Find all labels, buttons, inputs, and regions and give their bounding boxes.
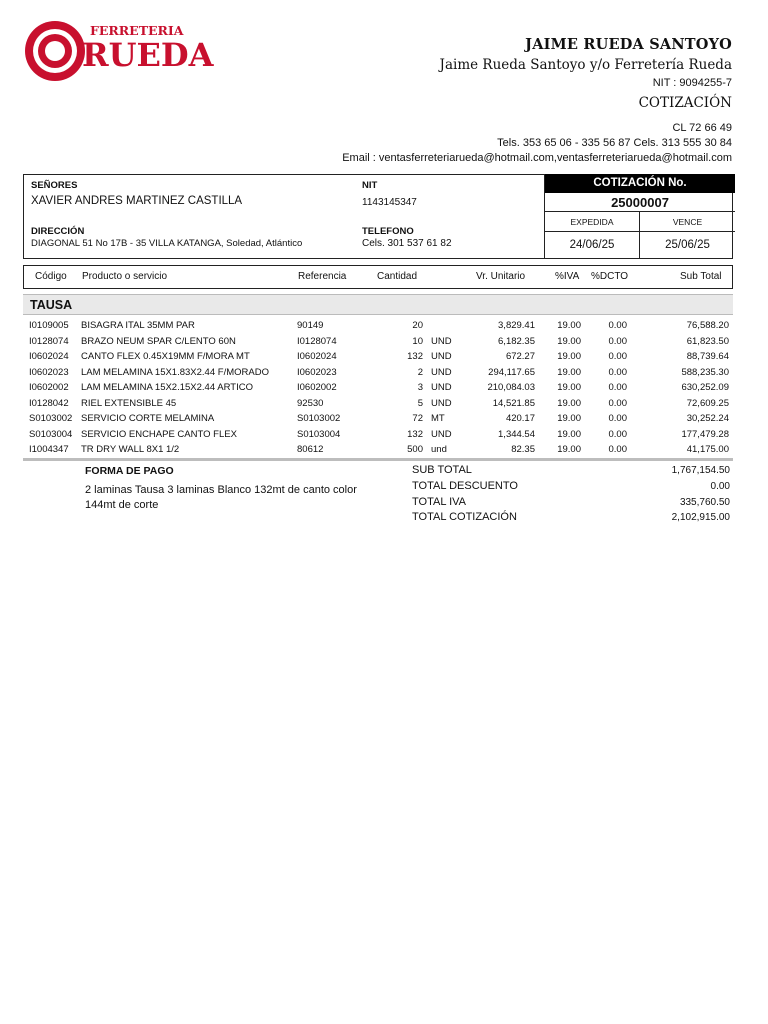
col-product: Producto o servicio (82, 271, 168, 282)
client-info-box (23, 174, 733, 259)
col-dcto: %DCTO (591, 271, 629, 282)
quote-total-label: TOTAL COTIZACIÓN (412, 511, 517, 523)
row-iva: 19.00 (557, 413, 581, 424)
row-iva: 19.00 (557, 320, 581, 331)
vence-date: 25/06/25 (665, 239, 710, 251)
row-subtotal: 630,252.09 (681, 382, 729, 393)
row-unit: UND (431, 335, 452, 347)
telefono-label: TELEFONO (362, 226, 414, 237)
row-ref: I0602023 (297, 366, 337, 378)
row-code: I0128074 (29, 335, 69, 347)
table-row (23, 380, 733, 396)
company-phones: Tels. 353 65 06 - 335 56 87 Cels. 313 555 30 84 (497, 137, 732, 149)
subtotal-value: 1,767,154.50 (671, 465, 730, 476)
discount-label: TOTAL DESCUENTO (412, 480, 518, 492)
row-code: I0602002 (29, 382, 69, 393)
document-type: COTIZACIÓN (638, 95, 732, 111)
row-product: BRAZO NEUM SPAR C/LENTO 60N (81, 335, 236, 347)
subtotal-label: SUB TOTAL (412, 464, 472, 476)
row-price: 6,182.35 (498, 335, 535, 347)
row-unit: UND (431, 351, 452, 362)
table-divider (23, 458, 733, 461)
table-row (23, 427, 733, 443)
row-unit: UND (431, 366, 452, 378)
col-ref: Referencia (298, 271, 347, 282)
row-subtotal: 61,823.50 (686, 335, 729, 347)
row-subtotal: 588,235.30 (681, 366, 729, 378)
company-nit: NIT : 9094255-7 (652, 77, 732, 89)
company-logo (22, 18, 222, 84)
company-subtitle: Jaime Rueda Santoyo y/o Ferretería Rueda (439, 57, 732, 73)
row-price: 3,829.41 (498, 320, 535, 331)
row-dcto: 0.00 (608, 382, 627, 393)
row-product: BISAGRA ITAL 35MM PAR (81, 320, 195, 331)
row-ref: 92530 (297, 397, 324, 409)
row-unit: UND (431, 397, 452, 409)
row-subtotal: 177,479.28 (681, 428, 729, 440)
row-unit: UND (431, 382, 452, 393)
row-ref: S0103002 (297, 413, 341, 424)
row-qty: 72 (412, 413, 423, 424)
row-subtotal: 30,252.24 (686, 413, 729, 424)
row-qty: 10 (412, 335, 423, 347)
vence-cell (640, 212, 735, 259)
client-nit-label: NIT (362, 180, 378, 191)
row-price: 294,117.65 (488, 366, 535, 378)
row-unit: UND (431, 428, 452, 440)
company-address: CL 72 66 49 (672, 122, 732, 134)
row-price: 420.17 (505, 413, 535, 424)
row-product: RIEL EXTENSIBLE 45 (81, 397, 177, 409)
row-dcto: 0.00 (608, 413, 627, 424)
col-iva: %IVA (555, 271, 580, 282)
group-name: TAUSA (30, 298, 73, 312)
row-ref: I0602024 (297, 351, 337, 362)
row-iva: 19.00 (557, 428, 581, 440)
logo-main-text: RUEDA (82, 36, 214, 74)
row-qty: 500 (407, 444, 423, 455)
product-group (23, 294, 733, 315)
row-iva: 19.00 (557, 382, 581, 393)
row-product: SERVICIO ENCHAPE CANTO FLEX (81, 428, 237, 440)
client-name: XAVIER ANDRES MARTINEZ CASTILLA (31, 195, 243, 207)
table-row (23, 365, 733, 381)
expedida-label: EXPEDIDA (545, 212, 639, 232)
row-price: 82.35 (511, 444, 535, 455)
expedida-cell (545, 212, 640, 259)
row-dcto: 0.00 (608, 366, 627, 378)
iva-total-value: 335,760.50 (679, 497, 730, 508)
table-row (23, 411, 733, 427)
row-dcto: 0.00 (608, 351, 627, 362)
row-product: LAM MELAMINA 15X2.15X2.44 ARTICO (81, 382, 253, 393)
payment-label: FORMA DE PAGO (85, 465, 174, 477)
row-iva: 19.00 (557, 397, 581, 409)
row-product: SERVICIO CORTE MELAMINA (81, 413, 215, 424)
row-code: I1004347 (29, 444, 69, 455)
row-subtotal: 88,739.64 (686, 351, 729, 362)
col-subtotal: Sub Total (680, 271, 722, 282)
row-code: S0103004 (29, 428, 73, 440)
row-code: I0602024 (29, 351, 69, 362)
row-price: 1,344.54 (498, 428, 535, 440)
row-code: I0128042 (29, 397, 69, 409)
table-row (23, 318, 733, 334)
row-code: I0602023 (29, 366, 69, 378)
senores-label: SEÑORES (31, 180, 78, 191)
company-name: JAIME RUEDA SANTOYO (525, 36, 732, 53)
col-price: Vr. Unitario (476, 271, 526, 282)
row-ref: I0602002 (297, 382, 337, 393)
quote-number: 25000007 (545, 193, 735, 212)
row-dcto: 0.00 (608, 444, 627, 455)
col-code: Código (35, 271, 67, 282)
row-qty: 132 (407, 428, 423, 440)
row-code: I0109005 (29, 320, 69, 331)
table-body (23, 318, 733, 458)
row-ref: 90149 (297, 320, 324, 331)
row-qty: 20 (412, 320, 423, 331)
iva-total-label: TOTAL IVA (412, 496, 466, 508)
row-dcto: 0.00 (608, 335, 627, 347)
row-unit: MT (431, 413, 445, 424)
row-product: CANTO FLEX 0.45X19MM F/MORA MT (81, 351, 250, 362)
row-qty: 5 (417, 397, 423, 409)
discount-value: 0.00 (710, 481, 730, 492)
row-iva: 19.00 (557, 366, 581, 378)
row-product: TR DRY WALL 8X1 1/2 (81, 444, 180, 455)
row-dcto: 0.00 (608, 320, 627, 331)
table-row (23, 349, 733, 365)
row-qty: 3 (417, 382, 423, 393)
row-qty: 132 (407, 351, 423, 362)
row-subtotal: 76,588.20 (686, 320, 729, 331)
row-price: 672.27 (505, 351, 535, 362)
row-iva: 19.00 (557, 335, 581, 347)
quote-title: COTIZACIÓN No. (545, 174, 735, 193)
row-iva: 19.00 (557, 351, 581, 362)
row-price: 14,521.85 (492, 397, 535, 409)
vence-label: VENCE (640, 212, 735, 232)
row-unit: und (431, 444, 447, 455)
row-subtotal: 72,609.25 (686, 397, 729, 409)
row-product: LAM MELAMINA 15X1.83X2.44 F/MORADO (81, 366, 269, 378)
row-iva: 19.00 (557, 444, 581, 455)
client-address: DIAGONAL 51 No 17B - 35 VILLA KATANGA, Soledad, Atlántico (31, 238, 303, 249)
table-header (23, 265, 733, 289)
quote-panel (544, 174, 734, 259)
direccion-label: DIRECCIÓN (31, 226, 85, 237)
table-row (23, 334, 733, 350)
row-ref: S0103004 (297, 428, 341, 440)
table-row (23, 396, 733, 412)
col-qty: Cantidad (377, 271, 418, 282)
row-qty: 2 (417, 366, 423, 378)
row-price: 210,084.03 (487, 382, 535, 393)
quote-total-value: 2,102,915.00 (671, 512, 730, 523)
logo-top-text: FERRETERIA (90, 23, 184, 38)
row-dcto: 0.00 (608, 428, 627, 440)
table-row (23, 442, 733, 458)
row-dcto: 0.00 (608, 397, 627, 409)
row-subtotal: 41,175.00 (686, 444, 729, 455)
company-email: Email : ventasferreteriarueda@hotmail.com,ventasferreteriarueda@hotmail.com (342, 152, 732, 164)
row-ref: I0128074 (297, 335, 337, 347)
row-code: S0103002 (29, 413, 73, 424)
expedida-date: 24/06/25 (569, 239, 615, 251)
client-nit: 1143145347 (362, 197, 417, 208)
row-ref: 80612 (297, 444, 324, 455)
payment-note: 2 laminas Tausa 3 laminas Blanco 132mt de canto color 144mt de corte (85, 484, 357, 511)
client-phone: Cels. 301 537 61 82 (362, 238, 452, 249)
